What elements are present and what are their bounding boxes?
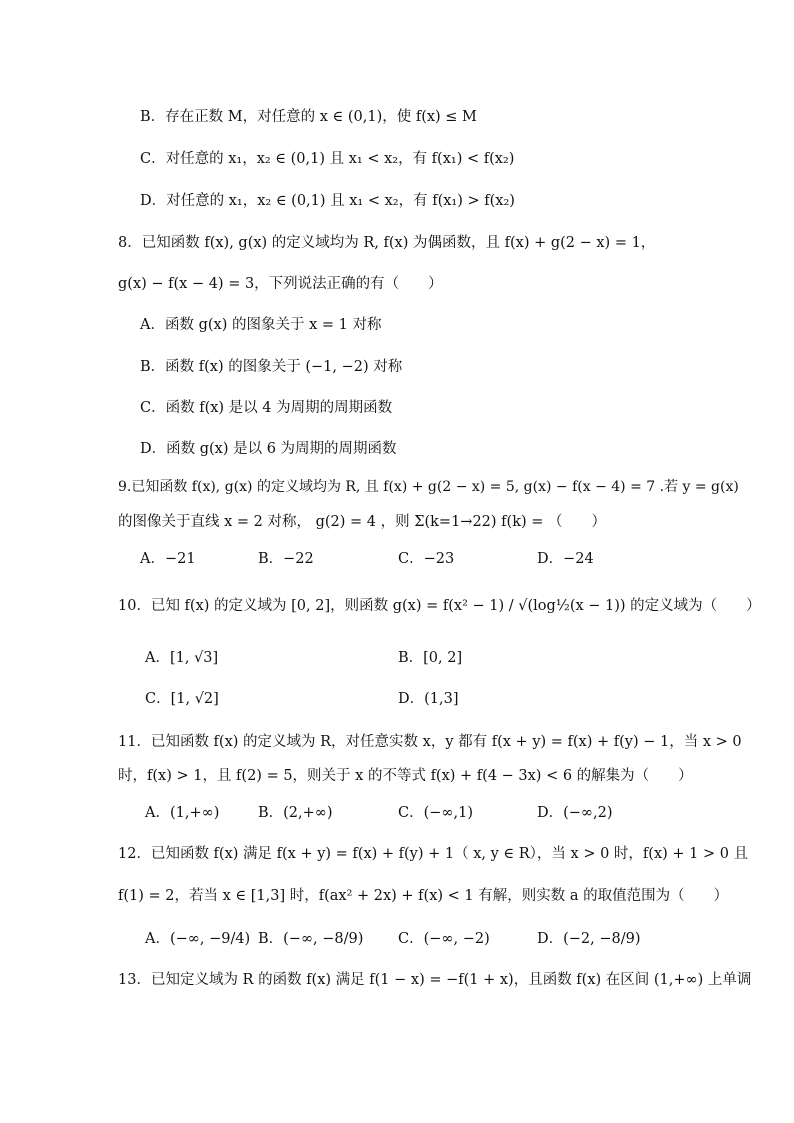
q10-option-b: B．[0, 2] <box>398 650 463 666</box>
q8-option-a: A．函数 g(x) 的图象关于 x = 1 对称 <box>140 317 382 333</box>
q10-stem: 10．已知 f(x) 的定义域为 [0, 2]，则函数 g(x) = f(x² − 1) / √(log½(x − 1)) 的定义域为（ ） <box>118 598 761 614</box>
q10-options-row2 <box>0 684 794 714</box>
q12-stem-line1: 12．已知函数 f(x) 满足 f(x + y) = f(x) + f(y) + 1（ x, y ∈ R），当 x > 0 时，f(x) + 1 > 0 且 <box>118 846 749 862</box>
q11-option-a: A．(1,+∞) <box>145 805 220 821</box>
q7-option-c: C．对任意的 x₁，x₂ ∈ (0,1) 且 x₁ < x₂，有 f(x₁) < f(x₂) <box>140 151 515 167</box>
q9-option-b: B．−22 <box>258 551 314 567</box>
q9-option-d: D．−24 <box>537 551 594 567</box>
q8-stem-line2: g(x) − f(x − 4) = 3，下列说法正确的有（ ） <box>118 276 443 292</box>
q11-options <box>0 798 794 828</box>
q12-stem-line2: f(1) = 2，若当 x ∈ [1,3] 时，f(ax² + 2x) + f(x) < 1 有解，则实数 a 的取值范围为（ ） <box>118 888 729 904</box>
q7-option-d: D．对任意的 x₁，x₂ ∈ (0,1) 且 x₁ < x₂，有 f(x₁) > f(x₂) <box>140 193 515 209</box>
q8-stem-line1: 8．已知函数 f(x), g(x) 的定义域均为 R, f(x) 为偶函数，且 f(x) + g(2 − x) = 1， <box>118 235 656 251</box>
q9-stem-line2: 的图像关于直线 x = 2 对称， g(2) = 4 ，则 Σ(k=1→22) f(k) = （ ） <box>118 514 606 530</box>
q7-option-b: B．存在正数 M，对任意的 x ∈ (0,1)，使 f(x) ≤ M <box>140 109 477 125</box>
q9-options <box>0 544 794 574</box>
q8-option-b: B．函数 f(x) 的图象关于 (−1, −2) 对称 <box>140 359 403 375</box>
q8-option-d: D．函数 g(x) 是以 6 为周期的周期函数 <box>140 441 397 457</box>
q12-option-d: D．(−2, −8/9) <box>537 931 641 947</box>
q8-option-c: C．函数 f(x) 是以 4 为周期的周期函数 <box>140 400 393 416</box>
q12-option-a: A．(−∞, −9/4) <box>145 931 251 947</box>
q12-options <box>0 924 794 954</box>
q13-stem-line1: 13．已知定义域为 R 的函数 f(x) 满足 f(1 − x) = −f(1 + x)，且函数 f(x) 在区间 (1,+∞) 上单调 <box>118 972 752 988</box>
q11-option-d: D．(−∞,2) <box>537 805 613 821</box>
q9-option-c: C．−23 <box>398 551 455 567</box>
q12-option-c: C．(−∞, −2) <box>398 931 490 947</box>
q11-option-c: C．(−∞,1) <box>398 805 473 821</box>
q10-option-d: D．(1,3] <box>398 691 459 707</box>
q9-option-a: A．−21 <box>140 551 196 567</box>
q10-option-a: A．[1, √3] <box>145 650 219 666</box>
q11-stem-line1: 11．已知函数 f(x) 的定义域为 R，对任意实数 x，y 都有 f(x + y) = f(x) + f(y) − 1，当 x > 0 <box>118 734 742 750</box>
q11-stem-line2: 时，f(x) > 1，且 f(2) = 5，则关于 x 的不等式 f(x) + f(4 − 3x) < 6 的解集为（ ） <box>118 768 693 784</box>
q10-options-row1 <box>0 643 794 673</box>
q11-option-b: B．(2,+∞) <box>258 805 333 821</box>
q9-stem-line1: 9.已知函数 f(x), g(x) 的定义域均为 R, 且 f(x) + g(2 − x) = 5, g(x) − f(x − 4) = 7 .若 y = g(x) <box>118 479 739 495</box>
q10-option-c: C．[1, √2] <box>145 691 219 707</box>
q12-option-b: B．(−∞, −8/9) <box>258 931 364 947</box>
